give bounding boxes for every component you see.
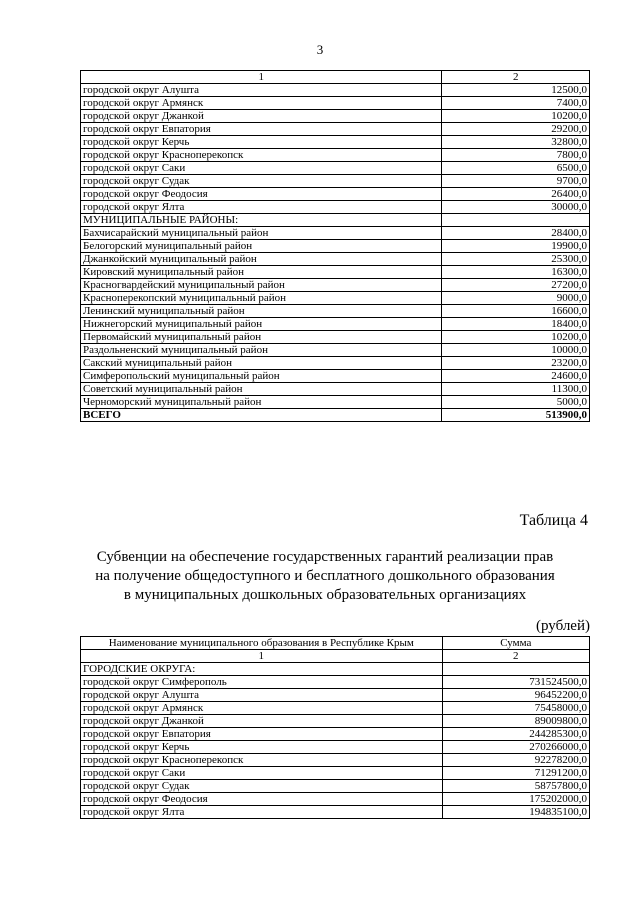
table-cell: 25300,0 xyxy=(442,253,590,266)
table-row xyxy=(81,253,590,266)
table-cell: Ленинский муниципальный район xyxy=(81,305,442,318)
table-cell: Нижнегорский муниципальный район xyxy=(81,318,442,331)
table-row xyxy=(81,793,590,806)
table-row xyxy=(81,780,590,793)
table-cell: 7800,0 xyxy=(442,149,590,162)
table-cell: 28400,0 xyxy=(442,227,590,240)
table-cell: 194835100,0 xyxy=(442,806,589,819)
table-row xyxy=(81,318,590,331)
table-cell: 23200,0 xyxy=(442,357,590,370)
table-cell: 1 xyxy=(81,650,443,663)
table-cell: Сакский муниципальный район xyxy=(81,357,442,370)
table-cell: ВСЕГО xyxy=(81,409,442,422)
table-cell: 6500,0 xyxy=(442,162,590,175)
table-row xyxy=(81,279,590,292)
table-cell: 9000,0 xyxy=(442,292,590,305)
table-row xyxy=(81,715,590,728)
table-row xyxy=(81,214,590,227)
table-row xyxy=(81,97,590,110)
table-cell xyxy=(442,214,590,227)
table-row xyxy=(81,201,590,214)
table-cell: 89009800,0 xyxy=(442,715,589,728)
table-cell: 16300,0 xyxy=(442,266,590,279)
table-cell: городской округ Феодосия xyxy=(81,793,443,806)
table-cell: 96452200,0 xyxy=(442,689,589,702)
table-cell: 1 xyxy=(81,71,442,84)
table-cell: городской округ Керчь xyxy=(81,741,443,754)
table-cell: городской округ Евпатория xyxy=(81,123,442,136)
table-row xyxy=(81,357,590,370)
table-cell: 32800,0 xyxy=(442,136,590,149)
page-number: 3 xyxy=(316,42,324,57)
table-row xyxy=(81,396,590,409)
table-cell: городской округ Саки xyxy=(81,767,443,780)
table-cell: ГОРОДСКИЕ ОКРУГА: xyxy=(81,663,443,676)
table-row xyxy=(81,702,590,715)
table-cell: городской округ Феодосия xyxy=(81,188,442,201)
table-cell: 5000,0 xyxy=(442,396,590,409)
table-cell: Раздольненский муниципальный район xyxy=(81,344,442,357)
table-row xyxy=(81,370,590,383)
table-cell: 27200,0 xyxy=(442,279,590,292)
title-line: в муниципальных дошкольных образовательных организациях xyxy=(123,587,527,603)
table-cell: городской округ Джанкой xyxy=(81,110,442,123)
table-cell: 175202000,0 xyxy=(442,793,589,806)
header-row xyxy=(81,637,590,650)
header-row xyxy=(81,71,590,84)
table-cell: 16600,0 xyxy=(442,305,590,318)
table-cell: Бахчисарайский муниципальный район xyxy=(81,227,442,240)
table-cell: Джанкойский муниципальный район xyxy=(81,253,442,266)
table-cell: Наименование муниципального образования в Республике Крым xyxy=(81,637,443,650)
table-cell: городской округ Саки xyxy=(81,162,442,175)
table-cell: 244285300,0 xyxy=(442,728,589,741)
table-row xyxy=(81,767,590,780)
table-cell: 24600,0 xyxy=(442,370,590,383)
table-cell: 75458000,0 xyxy=(442,702,589,715)
table-cell: 18400,0 xyxy=(442,318,590,331)
table-cell: городской округ Красноперекопск xyxy=(81,754,443,767)
table-row xyxy=(81,331,590,344)
table-cell xyxy=(442,663,589,676)
table-cell: 26400,0 xyxy=(442,188,590,201)
table-cell: Кировский муниципальный район xyxy=(81,266,442,279)
table-cell: городской округ Армянск xyxy=(81,97,442,110)
table-row xyxy=(81,663,590,676)
table-cell: 731524500,0 xyxy=(442,676,589,689)
table-row xyxy=(81,162,590,175)
table-row xyxy=(81,741,590,754)
table-cell: МУНИЦИПАЛЬНЫЕ РАЙОНЫ: xyxy=(81,214,442,227)
table-cell: Красноперекопский муниципальный район xyxy=(81,292,442,305)
table-cell: городской округ Ялта xyxy=(81,201,442,214)
table-cell: 71291200,0 xyxy=(442,767,589,780)
table-cell: 30000,0 xyxy=(442,201,590,214)
table-cell: городской округ Судак xyxy=(81,780,443,793)
table-label: Таблица 4 xyxy=(519,512,588,529)
table-cell: 9700,0 xyxy=(442,175,590,188)
table-row xyxy=(81,806,590,819)
table-row xyxy=(81,123,590,136)
table-cell: городской округ Евпатория xyxy=(81,728,443,741)
table-cell: городской округ Красноперекопск xyxy=(81,149,442,162)
table-row xyxy=(81,149,590,162)
table-row xyxy=(81,292,590,305)
table-cell: городской округ Судак xyxy=(81,175,442,188)
table-row xyxy=(81,266,590,279)
table-cell: Первомайский муниципальный район xyxy=(81,331,442,344)
table-cell: 92278200,0 xyxy=(442,754,589,767)
table-cell: Симферопольский муниципальный район xyxy=(81,370,442,383)
table-cell: городской округ Симферополь xyxy=(81,676,443,689)
table-row xyxy=(81,188,590,201)
table-row xyxy=(81,344,590,357)
table-row xyxy=(81,136,590,149)
table-cell: Черноморский муниципальный район xyxy=(81,396,442,409)
table-cell: городской округ Ялта xyxy=(81,806,443,819)
table-cell: 58757800,0 xyxy=(442,780,589,793)
table-row xyxy=(81,676,590,689)
table-cell: 19900,0 xyxy=(442,240,590,253)
table-cell: городской округ Алушта xyxy=(81,84,442,97)
table-row xyxy=(81,754,590,767)
table-row xyxy=(81,728,590,741)
table-title xyxy=(40,548,610,605)
table-cell: Белогорский муниципальный район xyxy=(81,240,442,253)
title-line: Субвенции на обеспечение государственных гарантий реализации прав xyxy=(96,549,554,565)
table-cell: городской округ Алушта xyxy=(81,689,443,702)
table-row xyxy=(81,383,590,396)
table-row xyxy=(81,240,590,253)
table-4 xyxy=(80,636,590,819)
table-cell: 270266000,0 xyxy=(442,741,589,754)
table-row xyxy=(81,175,590,188)
total-row xyxy=(81,409,590,422)
table-cell: Красногвардейский муниципальный район xyxy=(81,279,442,292)
table-cell: 10200,0 xyxy=(442,331,590,344)
table-cell: 11300,0 xyxy=(442,383,590,396)
table-row xyxy=(81,227,590,240)
title-line: на получение общедоступного и бесплатного дошкольного образования xyxy=(95,568,555,584)
table-cell: 2 xyxy=(442,650,589,663)
table-cell: 12500,0 xyxy=(442,84,590,97)
table-cell: 29200,0 xyxy=(442,123,590,136)
table-row xyxy=(81,110,590,123)
table-cell: городской округ Джанкой xyxy=(81,715,443,728)
table-cell: городской округ Армянск xyxy=(81,702,443,715)
table-cell: Сумма xyxy=(442,637,589,650)
table-cell: 10200,0 xyxy=(442,110,590,123)
table-row xyxy=(81,305,590,318)
table-cell: 10000,0 xyxy=(442,344,590,357)
table-continued xyxy=(80,70,590,422)
unit-label: (рублей) xyxy=(535,618,590,634)
table-cell: 2 xyxy=(442,71,590,84)
table-row xyxy=(81,689,590,702)
table-row xyxy=(81,84,590,97)
table-cell: 513900,0 xyxy=(442,409,590,422)
table-cell: городской округ Керчь xyxy=(81,136,442,149)
column-number-row xyxy=(81,650,590,663)
table-cell: 7400,0 xyxy=(442,97,590,110)
table-cell: Советский муниципальный район xyxy=(81,383,442,396)
